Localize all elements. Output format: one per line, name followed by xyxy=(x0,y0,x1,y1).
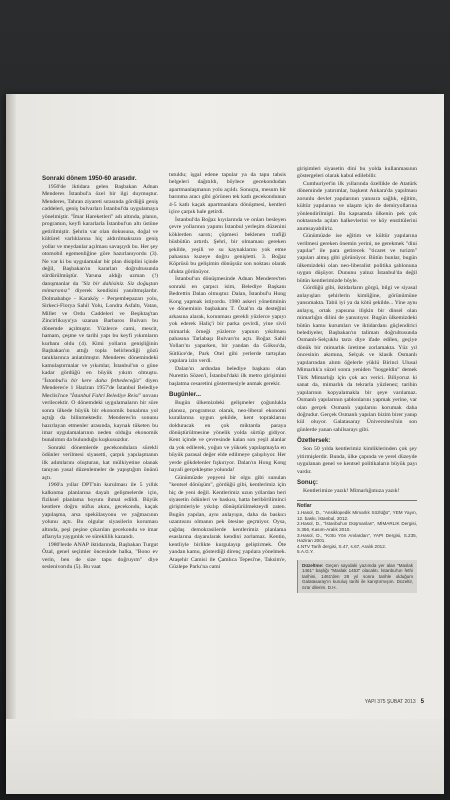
paragraph-text: Cumhuriyet'in ilk yıllarında özellikle de Atatürk döneminde yatırımlar, başkent Ankara'da yapılması zorunlu devlet yapılarının yanısıra sağlık, eğitim, kültür yapılarına ve ulaşım için de demiryollarına yönlendirilmişti. Bu kapsamda ülkenin pek çok noktasında açılan halkevlerini ve köy enstitülerini anımsayabiliriz. xyxy=(297,180,417,232)
paragraph-text: 1960'a yıllar DPT'nin kurulması ile 5 yıllık kalkınma planlarına dayalı gelişmelerde için, fiziksel planlama boyutu ihmal edildi. Büyük kentlere doğru nüfus akını, gecekondu, kaçak yapılaşma, arsa spekülasyonu ve yağmacının yolunu açtı. Bu olgular siyasilerin koruması altında, peşi peşine çıkarılan gecekondu ve imar aflarıyla yaygınlık ve süreklilik kazandı. xyxy=(42,482,158,541)
paragraph-text: Kentlerimize yazık! Mimarlığımıza yazık! xyxy=(303,488,400,495)
inline-quote: "İstanbul'u bir kere daha fethedeceğiz" xyxy=(42,377,142,384)
paragraph xyxy=(297,488,417,495)
paragraph xyxy=(169,400,286,475)
paragraph-text: tutuldu; işgal edene tapular ya da tapu tahsis belgeleri dağıtıldı, böylece gecekondudan apartmanlaşmanın yolu açıldı. Sonuçta, mesum bir barınma aracı gibi görünen tek katlı gecekondunun 4-5 katlı kaçak apartmanlara dönüşmesi, kentleri içice çarpık hale getirdi. xyxy=(169,172,286,216)
paragraph xyxy=(169,475,286,572)
paragraph xyxy=(297,166,417,181)
paragraph-text: Son 50 yılda kentlerimiz kimliklerinden çok şey yitirmişlerdir. Bunda, ülke çapında ve yerel düzeyde uygulanan genel ve kentsel politikaların büyük payı vardır. xyxy=(297,446,417,475)
page-bottom-margin xyxy=(6,719,444,794)
paragraph xyxy=(169,217,286,277)
text-column-2 xyxy=(169,172,286,572)
text-column-1 xyxy=(42,172,158,572)
magazine-page xyxy=(6,94,444,794)
inline-quote: "Siz bir dahisiniz. Siz doğuştan mimarsınız" xyxy=(42,280,159,295)
paragraph-text: 1980'lerde ANAP iktidarında, Başbakan Turgut Özal, genel seçimler öncesinde halka, "Bono ev verin, ben de size tapu doğruyım" diye seslenivorıdu (5). Bu vaat xyxy=(42,541,158,571)
paragraph xyxy=(42,184,158,445)
paragraph-text: girişimleri siyasetin dini bu yolda kullanmasının göstergeleri olarak kabul edilebilir. xyxy=(297,166,417,180)
notes-title: Notlar xyxy=(297,502,312,509)
paragraph xyxy=(42,542,158,572)
paragraph xyxy=(297,181,417,233)
page-spine xyxy=(6,94,16,794)
notes-list xyxy=(297,510,417,555)
correction-text: Geçen sayıdaki yazımda yer alan "Maslak 1461" başlığı "Maslak 1453" olacaktı. İstanbul'un fethi tarihini, 1461'den 28 yıl sonra tarihle olduğum Galatasaray'ın kuruluş tarihi ile karıştırmışım. Düzeltir, özür dilerim. D.H. xyxy=(302,562,413,590)
paragraph-text: Günümüzde ise eğitim ve kültür yapılarına verilmesi gereken önemin yerini, ne gerekmek "dini yapılar" ile para getirecek "ticaret ve turizm" yapıları almış gibi görünüyor. Bütün bunlar, bugün ülkemizdeki olan neo-liberalist politika şablonuna uygun düşüyor. Dununu yalnız İstanbul'da değil bütün kentlerimizde böyle. xyxy=(297,233,417,284)
note-item: 4.NTV Tarih dergisi, S.47, s.67, Aralık 2012. xyxy=(297,543,387,549)
text-column-3 xyxy=(297,166,417,593)
paragraph xyxy=(297,285,417,434)
note-item: 1.Hasol, D., "Ansiklopedik Mimarlık Sözlüğü", YEM Yayın, 12. baskı, İstanbul, 2012. xyxy=(297,510,417,521)
notes-section xyxy=(297,500,417,555)
note-item: 2.Hasol, D., "İstanbul'un Düşmanları", MİMARLIK Dergisi, S.356, Kasım-Aralık 2010. xyxy=(297,521,417,532)
note-item: 5.A.G.Y. xyxy=(297,549,314,555)
paragraph xyxy=(169,172,286,217)
column-heading: Sonraki dönem 1950-60 arasıdır. xyxy=(42,175,137,182)
page-number: 5 xyxy=(420,699,424,705)
paragraph xyxy=(169,276,286,365)
footer-magazine: YAPI 375 ŞUBAT 2013 xyxy=(364,699,416,705)
paragraph-text: 1950'de iktidara gelen Başbakan Adnan Menderes İstanbul'a özel bir ilgi duymuştur. Menderes, Tahran ziyareti sırasında gördüğü geniş caddeleri, geniş bulvarları İstanbul'da uygulamaya yönelmiştir. "İmar Hareketleri" adı altında, planın, programın, keyfi kararlarla İstanbul'un altı üstüne getirilmiştir. Şehrin var olan dokusuna, doğal ve kültürel varlıklarına hiç aldırılmaksızın geniş yollar ve meydanlar açılması savaşıydı bu. Her şey otomobil egemenliğine göre hazırlanıyordu (3). Ne var ki bu uygulamalar bir plan disiplini içinde değil, Başbakan'ın kararları doğrultusunda sürdürülmüştür. Yaruna aldığı uzman (!) danışmanlar da xyxy=(42,184,158,287)
paragraph-text: Sonraki dönemlerde gecekondulara sürekli ödünler verilmesi siyasetti, çarpık yapılaşmanın ilk adımlarını oluşturan, kat mülkiyetine olanak tanıyan yasal düzenlemeler de yapıştığım önünü açtı. xyxy=(42,444,158,481)
column-heading: Özetlersek: xyxy=(297,437,331,445)
paragraph-text: diyerek kendisini yanıltmışlardır. Dolmabahçe - Karaköy - Perşembepazarı yolu, Sirkeci-Florya Sahil Yolu, Londra Asfaltı, Vatan, Millet ve Ordu Caddeleri ve Beşiktaş'tan Zincirlikuyu'ya uzanan Barbaros Bulvarı bu dönemde açılmıştır. Yüzlerce cami, mescit, hamam, çeşme ve tarihi yapı bu keyfi yıkımların kurbanı oldu (4). Kimi yolların genişliğinin Başbakan'ın attığı topla belirlendiği gözü tanıklarınca anlatılmıştır. Menderes dönemindeki kamulaştırmalar ve yıkımlar, İstanbul'un o güne kadar gördüğü en büyük yıkım olmuştu. xyxy=(42,288,158,377)
paragraph xyxy=(169,366,286,388)
column-heading: Bugünler... xyxy=(169,391,201,399)
paragraph-text: Gördüğü gibi, iktidarların görgü, bilgi ve siyasal anlayışları şehirlerin kimliğine, görünümüne yansımakta. Tabii iyi ya da kötü şekilde... Yine aynı anlayış, ortak yapısına ilişkin bir dinsel olan mimarlığın dilini de yansıtıyor. Bugün ülkemizdeki bütün kamu kurumları ve iktidardanı güçlendirici belediyeler, Başbakan'ın talimatı doğrultusunda Osmanlı-Selçuklu tarzı diye ifade edilen, geçiye dönük bir mimarlık üretime zorlamakta. Yüz yıl öncesinin akımına, Selçuk ve klasik Osmanlı yapılarından alıntı öğelerle yüklü Birinci Ulusal Mimarlık'a süzel sonra yeniden "hoşgeldin" demek Türk Mimarlığı için çok acı verici. Biliyoruz ki sanat da, mimarlık da tekrarla yüzlenez; tarihin yapılarının kopyalamakla bir şeye varılamaz. Osmanlı yapılarının şablonlarını yapmak yerine, var olan gerçek Osmanlı yapılarını korumak daha doğrudur. Gerçek Osmanlı yapıları bizim birer yanıp kül oluyor. Galatasaray Üniversitesi'nin son günlerde yanan sahilsarayı gibi. xyxy=(297,285,417,433)
paragraph-text: Günümüzde yepyeni bir olgu gibi sunulan "kentsel dönüşüm", gördüğü gibi, kentlerimiz için hiç de yeni değil. Kentlerimiz uzun yıllardan beri siyasetin ödünleri ve baskısı, hatta beriböriliminci girişimleriyle yıkılıp dönüştürülmekteydi zaten. Bugün yapılan, aynı anlayışın, daha da baskıcı uzantısını olmanın pek ötesine geçmiyor. Oysa, çağdaş demokrasilerde kentlerimiz planlama esaslarına dayanılarak kendini zorlamaz. Kentin, kentliyle birlikte kurgulayıp geliştirmek. Öte yandan kamu, gösterdiği direnç yapılara yönelmek. Ataşehir Camisi ile Çamlıca Tepesi'ne, Taksim'e, Güzlepe Parkı'na cami xyxy=(169,474,286,571)
paragraph xyxy=(42,482,158,542)
paragraph-text: diyen Menderes'e 1 Haziran 1957'de İstanbul Belediye Meclisi'nce xyxy=(42,377,158,399)
column-heading: Sonuç: xyxy=(297,479,318,487)
correction-box xyxy=(297,560,417,594)
inline-quote: "İstanbul Fahri Belediye Reisi" xyxy=(69,392,142,399)
paragraph xyxy=(42,445,158,482)
paragraph xyxy=(297,446,417,476)
paragraph-text: İstanbul'un dönüşmesinde Adnan Menderes'ten sonraki en çarpıcı isim, Belediye Başkanı Bedrettin Dalan olmuştur. Dalan, İstanbul'u Hong Kong yapmak istiyordu. 1980 askeri yönetiminin ve döneminin başbakanı T. Özal'ın da desteğini arkasına alarak, korunması gerekli yüzlerce yapıyı yok ederek Haliç'i bir parka çevirdi, yine sivil mimarlık örneği yüzlerce yapının yıkılması pahasına Tarlabaşı Bulvarı'nı açtı. Boğaz Sahil Yolları'nı yaparken, bir yandan da Göksu'da, Sütlüce'de, Park Otel gibi yerlerde tartışılan yapılara izin verdi. xyxy=(169,276,286,365)
column-3-body xyxy=(297,166,417,496)
page-footer xyxy=(306,699,424,705)
paragraph-text: unvanı verilecektir. O dönemdeki uygulamaların bir süre sonra ülkede büyük bir ekonomik bunalıma yol açtığı da bilinmektedir. Menderes'in sonunu hazırlayan etmenler arasında, kaynak tüketen bu imar uygulamalarının neden olduğu ekonomik bunalımın da bulunduğu kuşkusuzdur. xyxy=(42,392,159,444)
paragraph-text: Bugün ülkemizdeki gelişmeler çoğunlukla plansız, programsız olarak, neo-liberal ekonomi kurallarına uygun şekilde, kent topraklarını dolduracak en çok miktarda paraya dönüştürülmesine yönelik yolda sürtüp gidiyor. Kent içinde ve çevresinde kalan son yeşil alanlar da yok edilerek, yoğun ve yüksek yapılaşmayla en büyük parasal değer elde edilmeye çalışılıyor. Her yerde gökdelenler fışkırıyor. Dalan'ın Hong Kong hayali gerçekleşme yolunda! xyxy=(169,400,286,474)
note-item: 3.Hasol, D., "Kötü Yön Anılardan", YAPI Dergisi, S.235, Haziran 2001. xyxy=(297,532,417,544)
paragraph-text: Dalan'ın ardından belediye başkanı olan Nurettin Sözen'i, İstanbul'daki ilk metro girişimini başlatma cesaretini göstermesiyle anmak gerekir. xyxy=(169,365,286,387)
paragraph-text: İstanbul'da Boğaz kıyılarında ve onları besleyen çevre yollarının yapımı İstanbul yerleşim düzenini köklerden sarstı; çöpmesi beklenen trafiği büsbütün artırdı. Şehri, bir olmaması gereken şekilde, yeşili ve su kaynaklarını yok etme pahasına kuzeye doğru genişletti. 3. Boğaz Köprüsü bu gelişimin dönüşsüz son noktası olarak ufukta görünüyor. xyxy=(169,216,286,275)
paragraph xyxy=(297,233,417,285)
correction-label: Düzeltme: xyxy=(302,562,324,568)
